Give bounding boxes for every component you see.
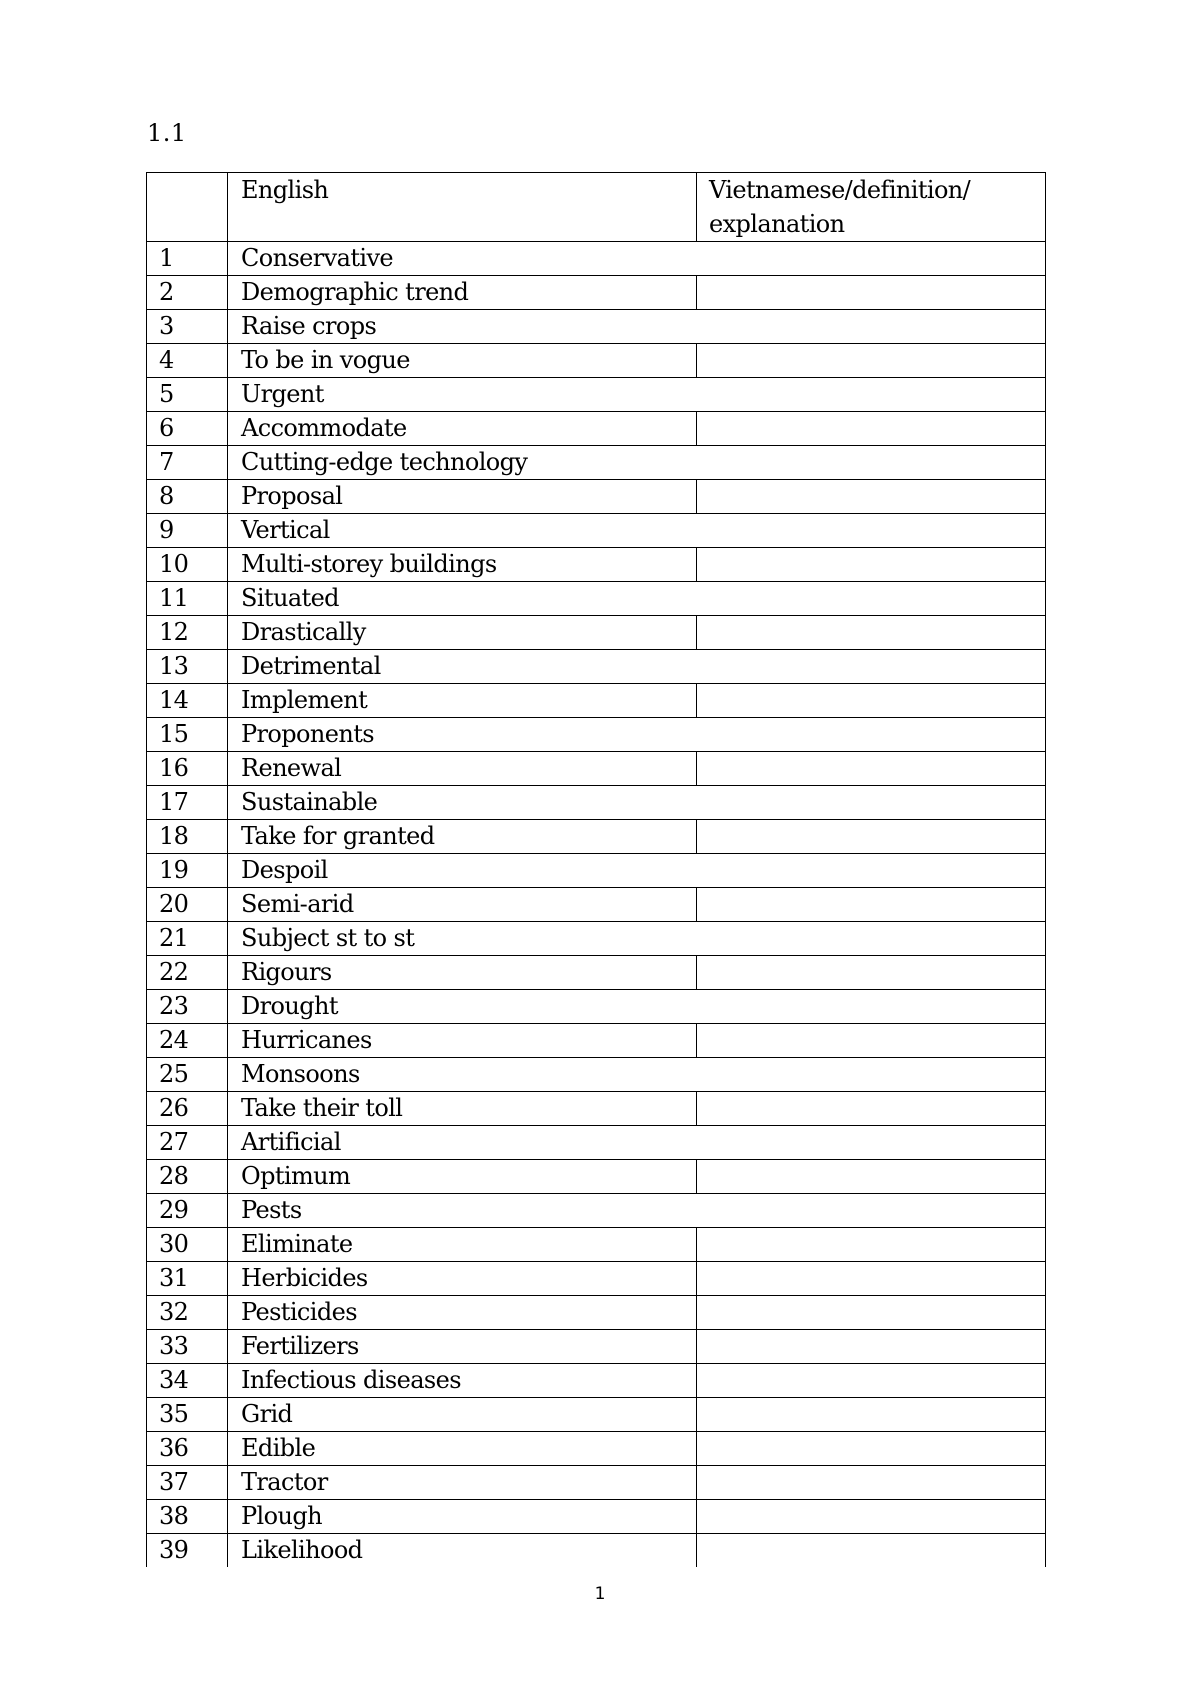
row-number: 3 — [147, 310, 228, 344]
table-row — [147, 1024, 1046, 1058]
definition-cell[interactable] — [697, 1092, 1046, 1126]
row-number: 20 — [147, 888, 228, 922]
table-row — [147, 1092, 1046, 1126]
table-row — [147, 412, 1046, 446]
english-term: Sustainable — [228, 786, 697, 820]
definition-cell[interactable] — [697, 888, 1046, 922]
english-term: Proposal — [228, 480, 697, 514]
row-number: 37 — [147, 1466, 228, 1500]
english-term: Take their toll — [228, 1092, 697, 1126]
english-term: Plough — [228, 1500, 697, 1534]
definition-cell[interactable] — [697, 1432, 1046, 1466]
english-term: Pests — [228, 1194, 697, 1228]
definition-cell[interactable] — [697, 344, 1046, 378]
definition-cell[interactable] — [697, 752, 1046, 786]
english-term: Situated — [228, 582, 697, 616]
page-number: 1 — [594, 1584, 606, 1604]
table-row — [147, 242, 1046, 276]
english-term: Likelihood — [228, 1534, 697, 1568]
row-number: 33 — [147, 1330, 228, 1364]
header-vietnamese: Vietnamese/definition/ explanation — [697, 173, 1046, 242]
definition-cell[interactable] — [697, 650, 1046, 684]
english-term: Demographic trend — [228, 276, 697, 310]
definition-cell[interactable] — [697, 820, 1046, 854]
english-term: Proponents — [228, 718, 697, 752]
row-number: 13 — [147, 650, 228, 684]
row-number: 2 — [147, 276, 228, 310]
table-header-row — [147, 173, 1046, 242]
definition-cell[interactable] — [697, 1058, 1046, 1092]
table-row — [147, 990, 1046, 1024]
table-row — [147, 344, 1046, 378]
row-number: 38 — [147, 1500, 228, 1534]
english-term: Monsoons — [228, 1058, 697, 1092]
definition-cell[interactable] — [697, 412, 1046, 446]
definition-cell[interactable] — [697, 718, 1046, 752]
table-row — [147, 1160, 1046, 1194]
row-number: 7 — [147, 446, 228, 480]
row-number: 24 — [147, 1024, 228, 1058]
table-row — [147, 1500, 1046, 1534]
english-term: Artificial — [228, 1126, 697, 1160]
table-row — [147, 1466, 1046, 1500]
row-number: 31 — [147, 1262, 228, 1296]
english-term: Vertical — [228, 514, 697, 548]
row-number: 1 — [147, 242, 228, 276]
table-row — [147, 1296, 1046, 1330]
row-number: 19 — [147, 854, 228, 888]
english-term: Urgent — [228, 378, 697, 412]
table-row — [147, 956, 1046, 990]
table-row — [147, 1126, 1046, 1160]
definition-cell[interactable] — [697, 1160, 1046, 1194]
definition-cell[interactable] — [697, 1296, 1046, 1330]
table-row — [147, 888, 1046, 922]
row-number: 34 — [147, 1364, 228, 1398]
english-term: Tractor — [228, 1466, 697, 1500]
english-term: Raise crops — [228, 310, 697, 344]
english-term: Drought — [228, 990, 697, 1024]
definition-cell[interactable] — [697, 616, 1046, 650]
row-number: 5 — [147, 378, 228, 412]
definition-cell[interactable] — [697, 548, 1046, 582]
definition-cell[interactable] — [697, 1330, 1046, 1364]
row-number: 9 — [147, 514, 228, 548]
definition-cell[interactable] — [697, 922, 1046, 956]
english-term: Take for granted — [228, 820, 697, 854]
definition-cell[interactable] — [697, 1262, 1046, 1296]
table-row — [147, 1330, 1046, 1364]
row-number: 25 — [147, 1058, 228, 1092]
english-term: Infectious diseases — [228, 1364, 697, 1398]
row-number: 26 — [147, 1092, 228, 1126]
header-english: English — [228, 173, 697, 242]
row-number: 11 — [147, 582, 228, 616]
english-term: Edible — [228, 1432, 697, 1466]
table-row — [147, 276, 1046, 310]
table-row — [147, 548, 1046, 582]
definition-cell[interactable] — [697, 684, 1046, 718]
definition-cell[interactable] — [697, 378, 1046, 412]
row-number: 29 — [147, 1194, 228, 1228]
row-number: 22 — [147, 956, 228, 990]
table-row — [147, 582, 1046, 616]
row-number: 10 — [147, 548, 228, 582]
table-row — [147, 1058, 1046, 1092]
table-row — [147, 446, 1046, 480]
vocabulary-table — [146, 172, 1046, 1567]
english-term: Pesticides — [228, 1296, 697, 1330]
table-row — [147, 854, 1046, 888]
definition-cell[interactable] — [697, 1534, 1046, 1568]
table-row — [147, 922, 1046, 956]
row-number: 28 — [147, 1160, 228, 1194]
table-row — [147, 1534, 1046, 1568]
english-term: Subject st to st — [228, 922, 697, 956]
row-number: 18 — [147, 820, 228, 854]
english-term: To be in vogue — [228, 344, 697, 378]
row-number: 4 — [147, 344, 228, 378]
english-term: Multi-storey buildings — [228, 548, 697, 582]
definition-cell[interactable] — [697, 514, 1046, 548]
definition-cell[interactable] — [697, 956, 1046, 990]
row-number: 36 — [147, 1432, 228, 1466]
definition-cell[interactable] — [697, 1466, 1046, 1500]
table-body — [147, 242, 1046, 1568]
row-number: 35 — [147, 1398, 228, 1432]
definition-cell[interactable] — [697, 854, 1046, 888]
definition-cell[interactable] — [697, 1024, 1046, 1058]
definition-cell[interactable] — [697, 1364, 1046, 1398]
definition-cell[interactable] — [697, 1194, 1046, 1228]
header-number — [147, 173, 228, 242]
english-term: Despoil — [228, 854, 697, 888]
definition-cell[interactable] — [697, 242, 1046, 276]
english-term: Cutting-edge technology — [228, 446, 697, 480]
row-number: 27 — [147, 1126, 228, 1160]
english-term: Accommodate — [228, 412, 697, 446]
table-row — [147, 514, 1046, 548]
english-term: Semi-arid — [228, 888, 697, 922]
table-row — [147, 1228, 1046, 1262]
table-row — [147, 820, 1046, 854]
definition-cell[interactable] — [697, 446, 1046, 480]
row-number: 32 — [147, 1296, 228, 1330]
row-number: 17 — [147, 786, 228, 820]
english-term: Grid — [228, 1398, 697, 1432]
table-row — [147, 1364, 1046, 1398]
english-term: Optimum — [228, 1160, 697, 1194]
row-number: 39 — [147, 1534, 228, 1568]
row-number: 14 — [147, 684, 228, 718]
table-row — [147, 718, 1046, 752]
row-number: 12 — [147, 616, 228, 650]
english-term: Fertilizers — [228, 1330, 697, 1364]
row-number: 23 — [147, 990, 228, 1024]
row-number: 6 — [147, 412, 228, 446]
table-row — [147, 1398, 1046, 1432]
table-row — [147, 684, 1046, 718]
english-term: Eliminate — [228, 1228, 697, 1262]
english-term: Drastically — [228, 616, 697, 650]
table-row — [147, 310, 1046, 344]
row-number: 8 — [147, 480, 228, 514]
definition-cell[interactable] — [697, 1228, 1046, 1262]
section-heading: 1.1 — [147, 119, 187, 147]
definition-cell[interactable] — [697, 276, 1046, 310]
table-row — [147, 480, 1046, 514]
row-number: 30 — [147, 1228, 228, 1262]
definition-cell[interactable] — [697, 480, 1046, 514]
table-row — [147, 650, 1046, 684]
table-row — [147, 786, 1046, 820]
definition-cell[interactable] — [697, 310, 1046, 344]
english-term: Herbicides — [228, 1262, 697, 1296]
definition-cell[interactable] — [697, 582, 1046, 616]
english-term: Renewal — [228, 752, 697, 786]
english-term: Conservative — [228, 242, 697, 276]
definition-cell[interactable] — [697, 990, 1046, 1024]
table-row — [147, 378, 1046, 412]
english-term: Hurricanes — [228, 1024, 697, 1058]
row-number: 16 — [147, 752, 228, 786]
table-row — [147, 1432, 1046, 1466]
row-number: 21 — [147, 922, 228, 956]
english-term: Implement — [228, 684, 697, 718]
definition-cell[interactable] — [697, 1398, 1046, 1432]
english-term: Detrimental — [228, 650, 697, 684]
table-row — [147, 752, 1046, 786]
table-row — [147, 1262, 1046, 1296]
definition-cell[interactable] — [697, 1500, 1046, 1534]
definition-cell[interactable] — [697, 786, 1046, 820]
row-number: 15 — [147, 718, 228, 752]
table-row — [147, 616, 1046, 650]
definition-cell[interactable] — [697, 1126, 1046, 1160]
table-row — [147, 1194, 1046, 1228]
english-term: Rigours — [228, 956, 697, 990]
